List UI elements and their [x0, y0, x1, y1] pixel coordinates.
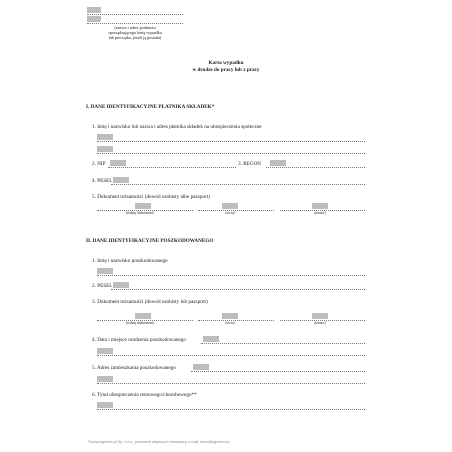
page-subtitle: w drodze do pracy lub z pracy [192, 67, 260, 73]
s1-pesel-line [111, 184, 365, 185]
s2-pesel-label: 2. PESEL [92, 283, 113, 289]
s2-name-field[interactable] [97, 268, 113, 274]
s2-pesel-line [111, 289, 365, 290]
s1-nip-line [108, 167, 236, 168]
s1-doc-series-line [198, 210, 274, 211]
sender-line-2 [87, 23, 183, 24]
s1-payer-name-line-2 [97, 153, 365, 154]
s2-insurance-label: 6. Tytuł ubezpieczenia rentowego/chorobowego** [92, 392, 197, 398]
s2-address-label: 5. Adres zamieszkania poszkodowanego [92, 365, 176, 371]
s1-payer-name-field-1[interactable] [97, 134, 113, 140]
sender-caption-line-1: (nazwa i adres podmiotu [114, 25, 156, 30]
s2-doc-series-line [198, 320, 274, 321]
s2-address-line [191, 371, 365, 372]
sender-field-2[interactable] [87, 16, 101, 22]
s2-doc-number-caption: (numer) [314, 321, 326, 325]
s1-doc-label: 5. Dokument tożsamości (dowód osobisty albo paszport) [92, 194, 210, 200]
s2-doc-label: 3. Dokument tożsamości (dowód osobisty lub paszport) [92, 299, 208, 305]
page-title: Karta wypadku [208, 60, 244, 66]
s1-item-1-label: 1. Imię i nazwisko lub nazwa i adres płatnika składek na ubezpieczenia społeczne [92, 124, 262, 130]
s1-doc-series-field[interactable] [222, 203, 238, 209]
s2-doc-number-field[interactable] [312, 313, 328, 319]
s2-birth-line [201, 343, 365, 344]
s1-payer-name-field-2[interactable] [97, 146, 113, 152]
s2-birth-label: 4. Data i miejsce urodzenia poszkodowanego [92, 337, 186, 343]
sender-line-1 [87, 14, 183, 15]
s1-nip-field[interactable] [110, 160, 126, 166]
s2-doc-series-field[interactable] [222, 313, 238, 319]
s1-regon-field[interactable] [270, 160, 286, 166]
s1-pesel-label: 4. PESEL [92, 178, 113, 184]
s2-address-field-2[interactable] [97, 376, 113, 382]
s1-payer-name-line-1 [97, 141, 365, 142]
s2-doc-type-field[interactable] [135, 313, 151, 319]
s2-birth-field[interactable] [203, 336, 219, 342]
s2-pesel-field[interactable] [113, 282, 129, 288]
s1-nip-label: 2. NIP [92, 161, 106, 167]
section-1-heading: I. DANE IDENTYFIKACYJNE PŁATNIKA SKŁADEK* [86, 104, 215, 110]
s1-regon-line [266, 167, 365, 168]
s2-insurance-field[interactable] [97, 402, 113, 408]
s2-birth-field-2[interactable] [97, 348, 113, 354]
s2-doc-series-caption: (seria) [225, 321, 235, 325]
s1-regon-label: 3. REGON [238, 161, 262, 167]
s1-doc-number-field[interactable] [312, 203, 328, 209]
sender-caption-line-3: lub pieczątka, jeżeli ją posiada) [108, 35, 162, 40]
footer-text: ©www.signform.pl Sp. z o.o., producent aktywnych formularzy, e-mail: biuro@signform.pl [88, 440, 230, 444]
s2-address-field[interactable] [193, 364, 209, 370]
sender-field-1[interactable] [87, 7, 101, 13]
s1-doc-type-caption: (rodzaj dokumentu) [125, 211, 155, 215]
s1-doc-type-field[interactable] [135, 203, 151, 209]
s2-name-label: 1. Imię i nazwisko poszkodowanego [92, 258, 168, 264]
s2-address-line-2 [97, 383, 365, 384]
sender-caption-line-2: sporządzającego kartę wypadku [108, 30, 162, 35]
s1-doc-number-caption: (numer) [314, 211, 326, 215]
s1-pesel-field[interactable] [113, 177, 129, 183]
s2-insurance-line [97, 409, 365, 410]
s2-birth-line-2 [97, 355, 365, 356]
s2-name-line [97, 275, 365, 276]
s2-doc-type-caption: (rodzaj dokumentu) [125, 321, 155, 325]
s1-doc-series-caption: (seria) [225, 211, 235, 215]
section-2-heading: II. DANE IDENTYFIKACYJNE POSZKODOWANEGO [86, 238, 214, 244]
